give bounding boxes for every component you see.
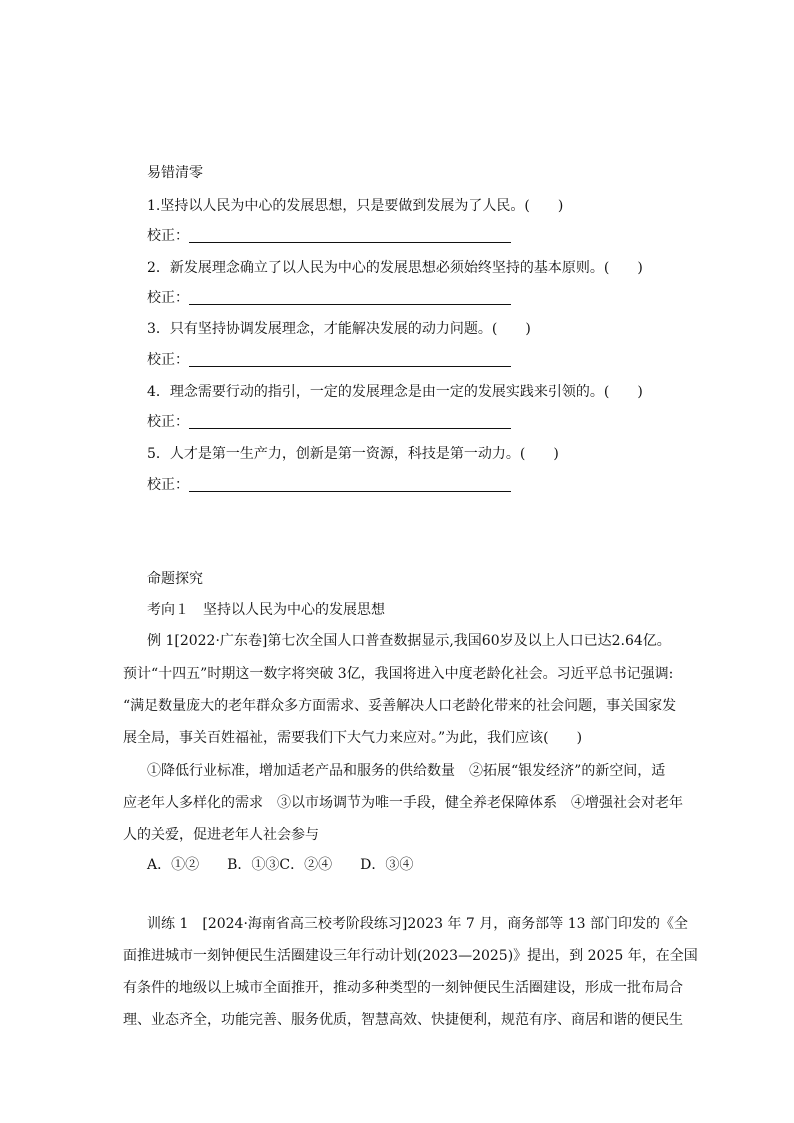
statement-line-1: ①降低行业标准，增加适老产品和服务的供给数量 ②拓展“银发经济”的新空间，适 — [147, 763, 666, 779]
statement-line-2: 应老年人多样化的需求 ③以市场调节为唯一手段，健全养老保障体系 ④增强社会对老年 — [123, 795, 683, 811]
correction-row-1 — [147, 229, 511, 243]
correction-blank-1[interactable] — [189, 229, 511, 243]
example-line-1: 例 1[2022·广东卷]第七次全国人口普查数据显示,我国60岁及以上人口已达2.64亿。 — [147, 633, 671, 649]
correction-blank-5[interactable] — [189, 478, 511, 492]
question-1: 1.坚持以人民为中心的发展思想，只是要做到发展为了人民。( ) — [147, 198, 564, 214]
correction-label: 校正： — [147, 414, 189, 430]
section-title-error-review: 易错清零 — [147, 165, 203, 181]
correction-row-3 — [147, 353, 511, 367]
example-line-3: “满足数量庞大的老年群众多方面需求、妥善解决人口老龄化带来的社会问题，事关国家发 — [123, 698, 677, 714]
correction-row-4 — [147, 415, 511, 429]
training-line-2: 面推进城市一刻钟便民生活圈建设三年行动计划(2023—2025)》提出，到 2025 年，在全国 — [123, 948, 698, 964]
correction-row-2 — [147, 291, 511, 305]
question-5: 5．人才是第一生产力，创新是第一资源，科技是第一动力。( ) — [147, 446, 559, 462]
question-3: 3．只有坚持协调发展理念，才能解决发展的动力问题。( ) — [147, 321, 531, 337]
example-line-2: 预计“十四五”时期这一数字将突破 3亿，我国将进入中度老龄化社会。习近平总书记强调: — [123, 666, 674, 682]
section-title-proposition: 命题探究 — [147, 571, 203, 587]
correction-label: 校正： — [147, 290, 189, 306]
correction-blank-4[interactable] — [189, 415, 511, 429]
question-4: 4．理念需要行动的指引，一定的发展理念是由一定的发展实践来引领的。( ) — [147, 384, 643, 400]
correction-blank-3[interactable] — [189, 353, 511, 367]
correction-row-5 — [147, 478, 511, 492]
correction-label: 校正： — [147, 477, 189, 493]
topic-subtitle: 考向１ 坚持以人民为中心的发展思想 — [147, 602, 385, 618]
correction-label: 校正： — [147, 228, 189, 244]
training-line-4: 理、业态齐全，功能完善、服务优质，智慧高效、快捷便利，规范有序、商居和谐的便民生 — [123, 1012, 683, 1028]
statement-line-3: 人的关爱，促进老年人社会参与 — [123, 827, 319, 843]
question-2: 2．新发展理念确立了以人民为中心的发展思想必须始终坚持的基本原则。( ) — [147, 260, 643, 276]
correction-blank-2[interactable] — [189, 291, 511, 305]
example-line-4: 展全局，事关百姓福祉，需要我们下大气力来应对。”为此，我们应该( ) — [123, 730, 583, 746]
training-line-3: 有条件的地级以上城市全面推开，推动多种类型的一刻钟便民生活圈建设，形成一批布局合 — [123, 980, 683, 996]
training-line-1: 训练 1 [2024·海南省高三校考阶段练习]2023 年 7 月，商务部等 13 部门印发的《全 — [147, 916, 688, 932]
answer-options: A．①② B．①③C．②④ D．③④ — [147, 857, 414, 873]
correction-label: 校正： — [147, 352, 189, 368]
